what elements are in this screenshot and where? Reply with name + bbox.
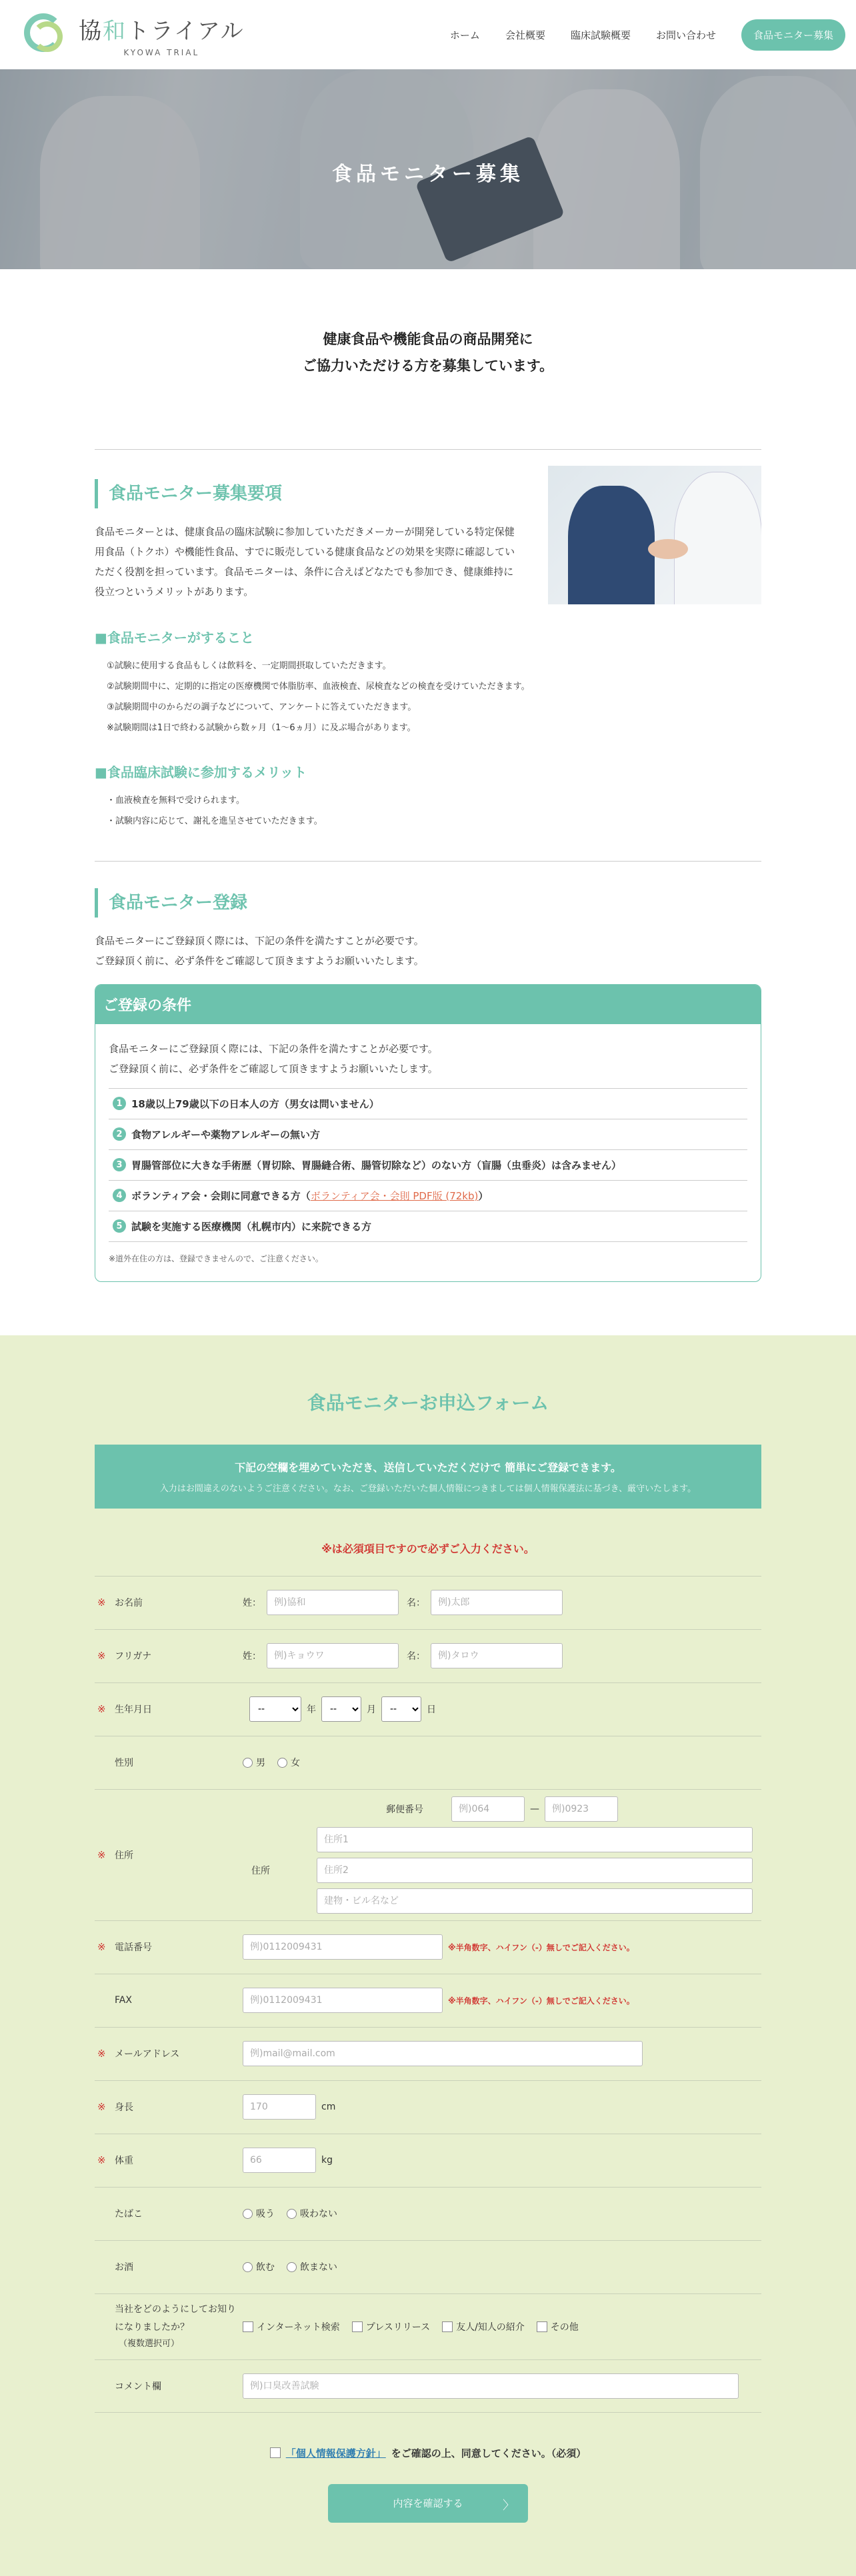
conditions-box-title: ご登録の条件 — [95, 985, 761, 1024]
zip-label: 郵便番号 — [386, 1804, 423, 1815]
privacy-agreement: 「個人情報保護方針」 をご確認の上、同意してください。（必須） — [95, 2446, 761, 2460]
drink-yes-radio[interactable]: 飲む — [243, 2260, 275, 2273]
source-press-checkbox[interactable]: プレスリリース — [352, 2320, 430, 2333]
form-row-gender — [95, 1736, 761, 1789]
requirements-desc: 食品モニターとは、健康食品の臨床試験に参加していただきメーカーが開発している特定保健用食品（トクホ）や機能性食品、すでに販売している健康食品などの効果を実際に確認していただく役割を担っています。食品モニターは、条件に合えばどなたでも参加でき、健康維持に役立つというメリットがあります。 — [95, 525, 515, 598]
merit-title: ■食品臨床試験に参加するメリット — [95, 764, 307, 780]
condition-item: 1 18歳以上79歳以下の日本人の方（男女は問いません） — [109, 1088, 747, 1119]
gender-male-radio[interactable]: 男 — [243, 1756, 265, 1769]
zip-code-1-input[interactable] — [451, 1796, 525, 1822]
smoke-no-radio[interactable]: 吸わない — [287, 2207, 337, 2220]
form-row-alcohol — [95, 2240, 761, 2293]
field-label: 住所 — [115, 1850, 133, 1861]
last-name-kana-input[interactable] — [267, 1643, 399, 1668]
nav-home[interactable]: ホーム — [449, 29, 480, 41]
todo-item: ②試験期間中に、定期的に指定の医療機関で体脂肪率、血液検査、尿検査などの検査を受けていただきます。 — [107, 681, 530, 692]
field-label: たばこ — [115, 2209, 143, 2220]
nav-company[interactable]: 会社概要 — [505, 29, 545, 41]
form-row-source: 当社をどのようにしてお知り になりましたか？ （複数選択可） インターネット検索 プレスリリース 友人/知人の紹介 その他 — [95, 2293, 761, 2359]
building-input[interactable] — [317, 1888, 753, 1914]
weight-input[interactable] — [243, 2148, 316, 2173]
birth-day-select[interactable] — [381, 1696, 421, 1722]
form-banner: 下記の空欄を埋めていただき、送信していただくだけで 簡単にご登録できます。 入力はお間違えのないようご注意ください。なお、ご登録いただいた個人情報につきましては個人情報保護法に基づき、厳守いたします。 — [95, 1445, 761, 1509]
requirements-title: 食品モニター募集要項 — [95, 479, 521, 508]
number-5-icon: 5 — [113, 1219, 126, 1233]
field-label: 身長 — [115, 2102, 133, 2114]
registration-desc-2: ご登録頂く前に、必ず条件をご確認して頂きますようお願いいたします。 — [95, 954, 424, 967]
application-form-section — [0, 1335, 856, 2576]
required-mark: ※ — [97, 1597, 106, 1609]
source-friend-checkbox[interactable]: 友人/知人の紹介 — [442, 2320, 525, 2333]
source-internet-checkbox[interactable]: インターネット検索 — [243, 2320, 340, 2333]
logo-text-en: KYOWA TRIAL — [123, 47, 200, 57]
todo-item: ①試験に使用する食品もしくは飲料を、一定期間摂取していただきます。 — [107, 660, 391, 671]
chevron-right-icon: 〉 — [503, 2498, 515, 2513]
address-1-input[interactable] — [317, 1827, 753, 1852]
hero-banner — [0, 69, 856, 269]
field-label: 電話番号 — [115, 1942, 152, 1954]
merit-item: ・試験内容に応じて、謝礼を進呈させていただきます。 — [107, 816, 323, 826]
field-label: お酒 — [115, 2262, 133, 2273]
site-header — [0, 0, 856, 69]
drink-no-radio[interactable]: 飲まない — [287, 2260, 337, 2273]
address-sub-label: 住所 — [251, 1865, 270, 1876]
application-form — [95, 1576, 761, 2413]
condition-item: 2 食物アレルギーや薬物アレルギーの無い方 — [109, 1119, 747, 1149]
privacy-policy-link[interactable]: 「個人情報保護方針」 — [285, 2447, 386, 2459]
field-label: 体重 — [115, 2156, 133, 2167]
field-label: お名前 — [115, 1598, 143, 1609]
number-3-icon: 3 — [113, 1158, 126, 1171]
birth-year-select[interactable] — [249, 1696, 301, 1722]
last-name-input[interactable] — [267, 1590, 399, 1615]
field-label: 生年月日 — [115, 1704, 152, 1716]
todo-item: ③試験期間中のからだの調子などについて、アンケートに答えていただきます。 — [107, 702, 417, 713]
first-name-input[interactable] — [431, 1590, 563, 1615]
requirements-section — [95, 450, 761, 861]
height-input[interactable] — [243, 2094, 316, 2120]
intro-line-2: ご協力いただける方を募集しています。 — [302, 357, 554, 374]
form-row-kana: ※ フリガナ 姓： 例)キョウワ 名： 例)タロウ — [95, 1629, 761, 1682]
fax-hint: ※半角数字、ハイフン（-）無しでご記入ください。 — [448, 1996, 635, 2006]
intro-line-1: 健康食品や機能食品の商品開発に — [323, 331, 533, 347]
form-row-weight: ※ 体重 66 kg — [95, 2134, 761, 2187]
conditions-box — [95, 984, 761, 1282]
address-2-input[interactable] — [317, 1858, 753, 1883]
form-row-name: ※ お名前 姓： 例)協和 名： 例)太郎 — [95, 1576, 761, 1629]
registration-title: 食品モニター登録 — [95, 888, 761, 918]
volunteer-rules-pdf-link[interactable]: ボランティア会・会則 PDF版 (72kb) — [310, 1189, 479, 1202]
condition-item: 4 ボランティア会・会則に同意できる方（ ボランティア会・会則 PDF版 (72kb) ） — [109, 1180, 747, 1211]
smoke-yes-radio[interactable]: 吸う — [243, 2207, 275, 2220]
condition-item: 5 試験を実施する医療機関（札幌市内）に来院できる方 — [109, 1211, 747, 1241]
tel-hint: ※半角数字、ハイフン（-）無しでご記入ください。 — [448, 1942, 635, 1952]
fax-input[interactable] — [243, 1988, 443, 2013]
nav-monitor-cta-button[interactable]: 食品モニター募集 — [741, 19, 845, 51]
first-name-kana-input[interactable] — [431, 1643, 563, 1668]
comment-input[interactable] — [243, 2373, 739, 2399]
intro — [0, 269, 856, 449]
logo-mark-icon — [21, 11, 69, 59]
form-row-email: ※ メールアドレス 例)mail@mail.com — [95, 2027, 761, 2080]
nav-contact[interactable]: お問い合わせ — [655, 29, 716, 41]
todo-title: ■食品モニターがすること — [95, 629, 254, 646]
gender-female-radio[interactable]: 女 — [277, 1756, 300, 1769]
form-row-birthdate: ※ 生年月日 -- 年 -- 月 -- 日 — [95, 1682, 761, 1736]
field-label: コメント欄 — [115, 2381, 161, 2392]
tel-input[interactable] — [243, 1934, 443, 1960]
confirm-submit-button[interactable]: 内容を確認する 〉 — [328, 2484, 528, 2523]
number-2-icon: 2 — [113, 1127, 126, 1141]
form-row-comment — [95, 2359, 761, 2413]
field-label: メールアドレス — [115, 2049, 180, 2060]
logo[interactable] — [21, 11, 245, 59]
logo-text-ja: 協和トライアル — [79, 17, 245, 45]
condition-item: 3 胃腸管部位に大きな手術歴（胃切除、胃腸縫合術、腸管切除など）のない方（盲腸（虫垂炎）は含みません） — [109, 1149, 747, 1180]
field-label: FAX — [115, 1995, 132, 2006]
nav-clinical[interactable]: 臨床試験概要 — [570, 29, 631, 41]
field-label: フリガナ — [115, 1651, 152, 1662]
number-1-icon: 1 — [113, 1097, 126, 1110]
hero-title: 食品モニター募集 — [332, 163, 524, 186]
privacy-agree-checkbox[interactable] — [270, 2447, 281, 2458]
zip-code-2-input[interactable] — [545, 1796, 618, 1822]
source-other-checkbox[interactable]: その他 — [537, 2320, 579, 2333]
email-input[interactable] — [243, 2041, 643, 2066]
form-row-fax — [95, 1974, 761, 2027]
conditions-desc: 食品モニターにご登録頂く際には、下記の条件を満たすことが必要です。 ご登録頂く前に、必ず条件をご確認して頂きますようお願いいたします。 — [109, 1042, 438, 1075]
form-row-height: ※ 身長 170 cm — [95, 2080, 761, 2134]
main-nav — [450, 19, 845, 51]
form-row-tel: ※ 電話番号 例)0112009431 ※半角数字、ハイフン（-）無しでご記入ください。 — [95, 1920, 761, 1974]
number-4-icon: 4 — [113, 1189, 126, 1202]
form-row-smoking — [95, 2187, 761, 2240]
birth-month-select[interactable] — [321, 1696, 361, 1722]
field-label: 性別 — [115, 1758, 133, 1769]
registration-section — [95, 862, 761, 1335]
form-title: 食品モニターお申込フォーム — [307, 1391, 549, 1414]
merit-item: ・血液検査を無料で受けられます。 — [107, 795, 245, 806]
field-label: 当社をどのようにしてお知り — [115, 2303, 236, 2315]
registration-desc-1: 食品モニターにご登録頂く際には、下記の条件を満たすことが必要です。 — [95, 934, 424, 947]
conditions-note: ※道外在住の方は、登録できませんので、ご注意ください。 — [109, 1241, 747, 1264]
form-row-address: ※ 住所 郵便番号 例)064 — 例)0923 住所1 住所 住所2 建物・ビル名など — [95, 1789, 761, 1920]
todo-item: ※試験期間は1日で終わる試験から数ヶ月（1〜6ヵ月）に及ぶ場合があります。 — [107, 723, 416, 734]
doctor-patient-photo — [548, 466, 761, 604]
required-note: ※は必須項目ですので必ずご入力ください。 — [321, 1542, 535, 1555]
